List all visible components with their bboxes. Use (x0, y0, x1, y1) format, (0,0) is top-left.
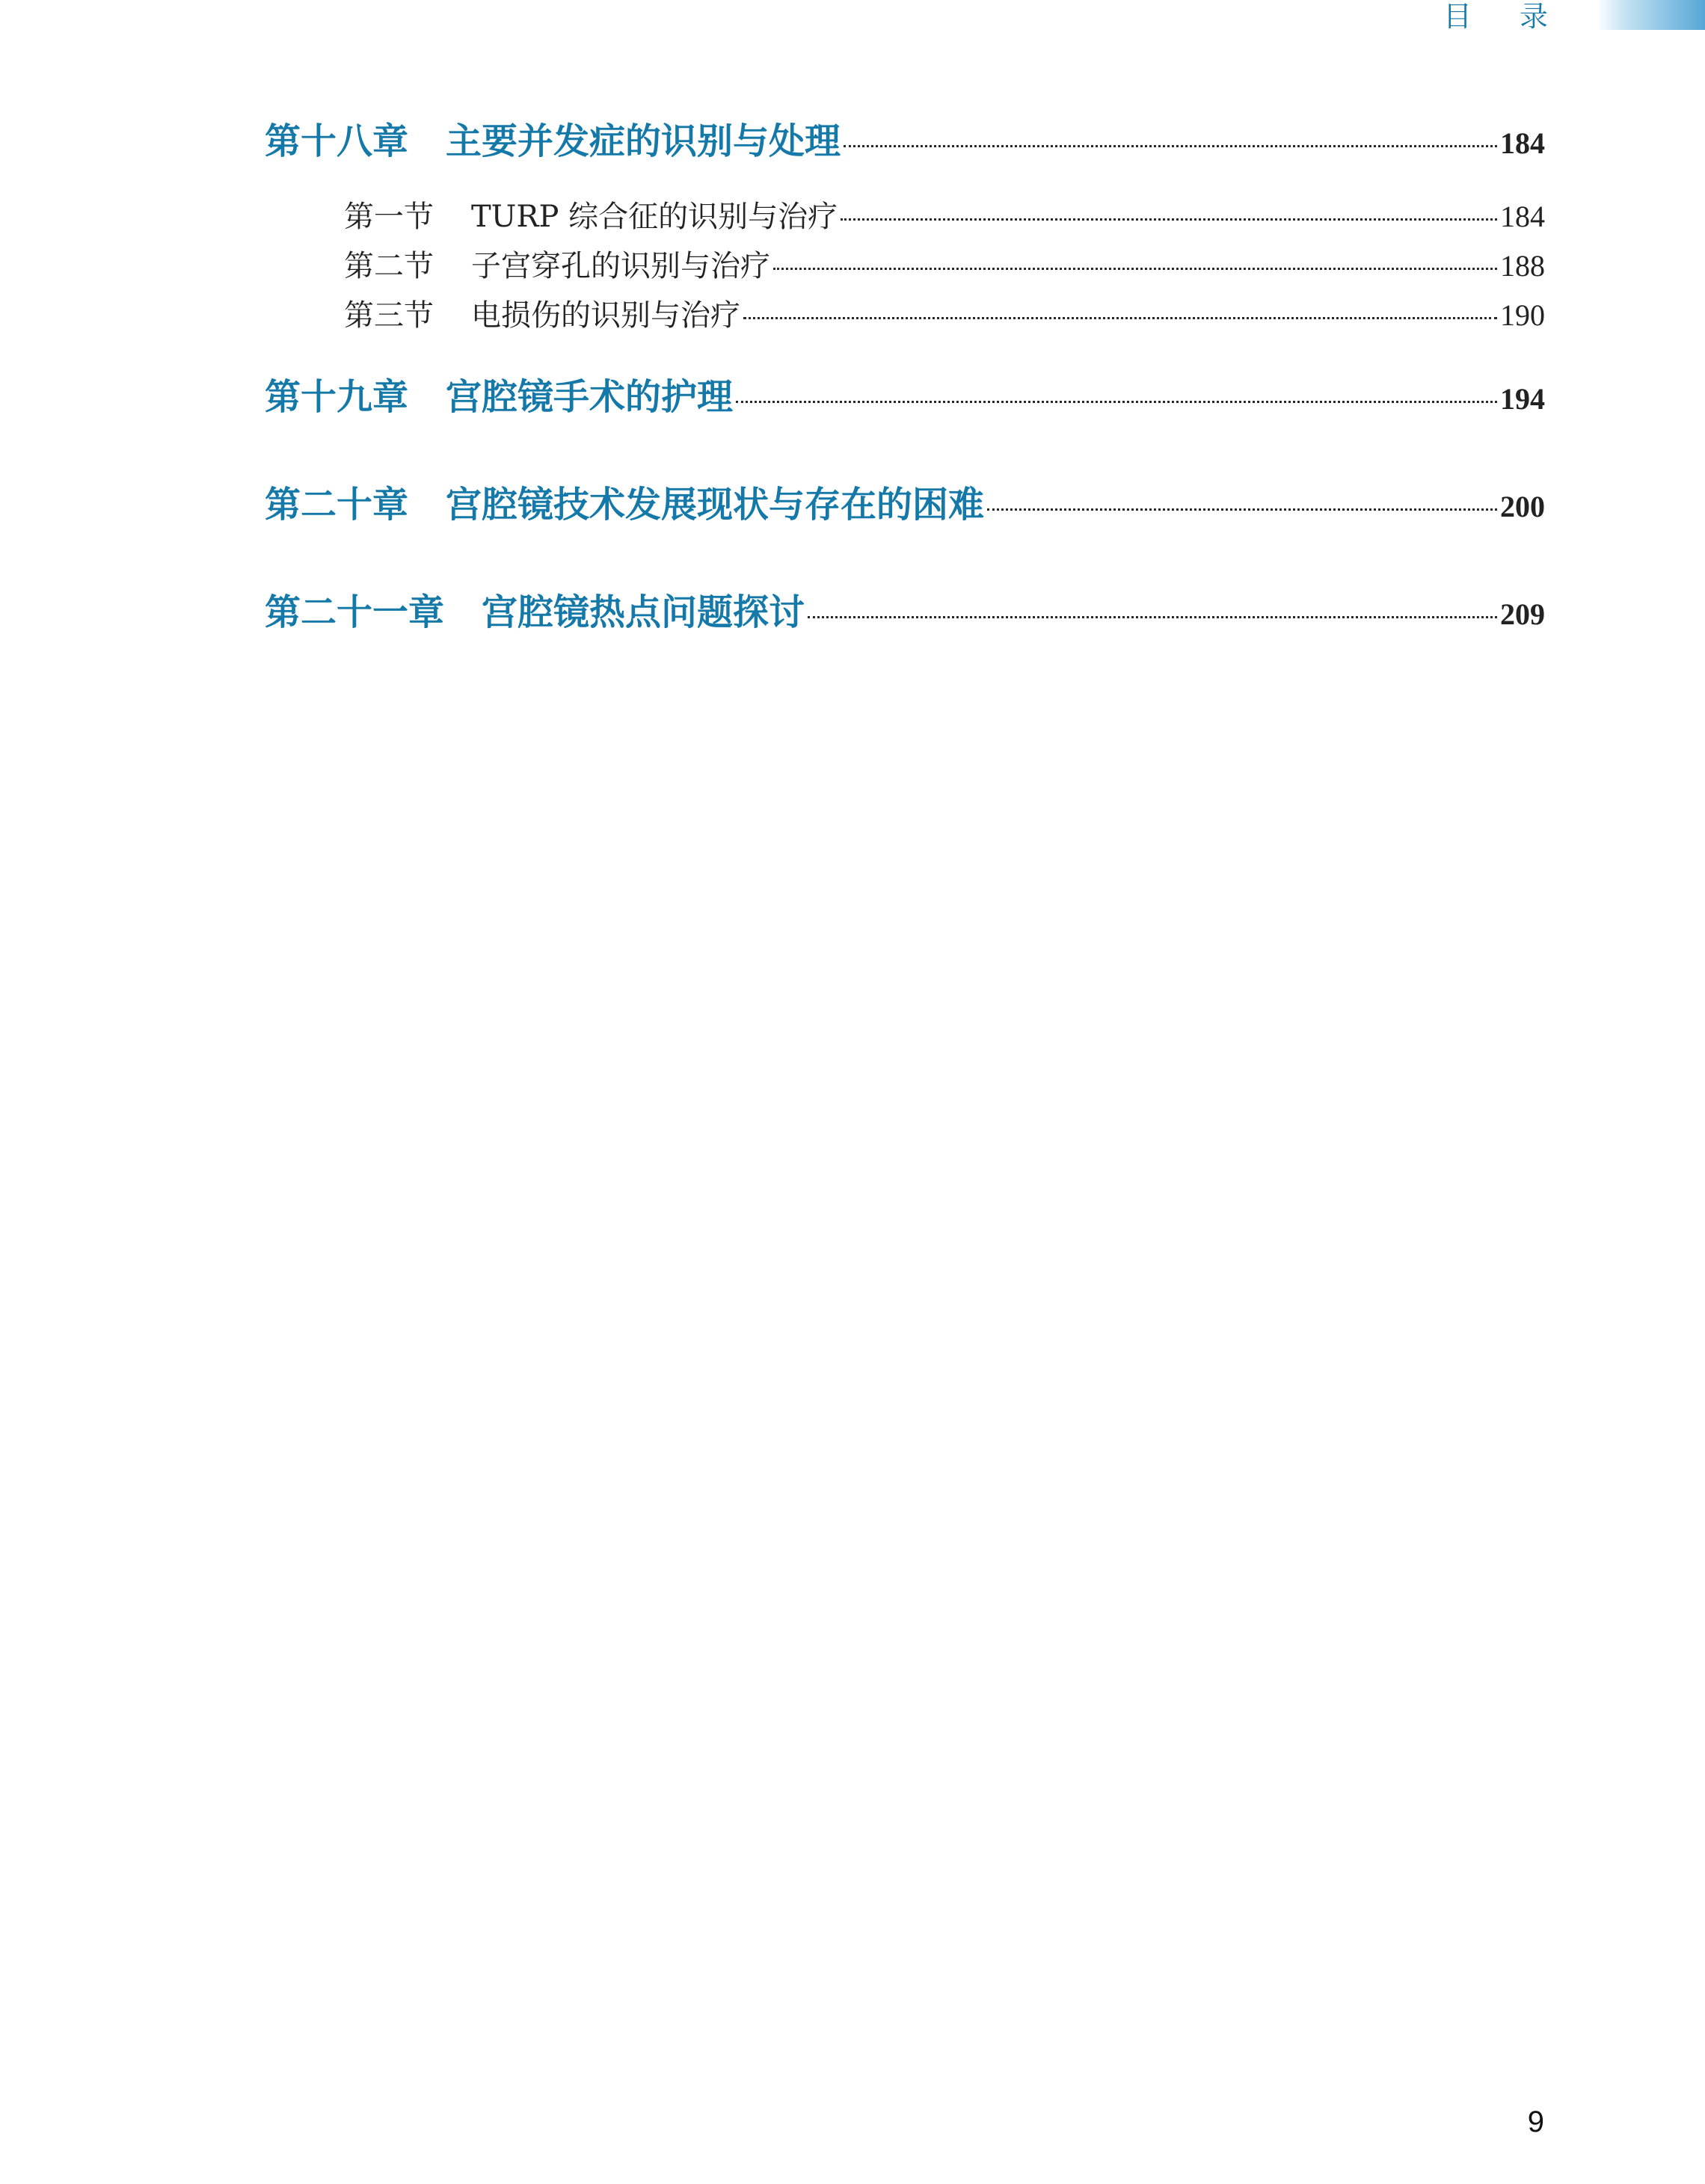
section-number: 第三节 (344, 298, 434, 333)
section-page-number: 184 (1500, 200, 1545, 233)
toc-chapter-19[interactable] (265, 368, 1545, 422)
chapter-number: 第二十章 (265, 484, 409, 526)
running-header (1443, 0, 1548, 33)
section-number: 第一节 (344, 200, 434, 234)
toc-chapter-21[interactable] (265, 583, 1545, 637)
chapter-number: 第十九章 (265, 376, 409, 418)
section-title: TURP 综合征的识别与治疗 (471, 200, 838, 234)
chapter-title: 主要并发症的识别与处理 (446, 120, 841, 162)
header-color-tab (1597, 0, 1705, 30)
running-header-char-2: 录 (1519, 0, 1548, 33)
chapter-number: 第二十一章 (265, 591, 445, 633)
chapter-page-number: 194 (1500, 382, 1545, 416)
section-page-number: 190 (1500, 298, 1545, 332)
chapter-page-number: 200 (1500, 490, 1545, 523)
section-title: 电损伤的识别与治疗 (471, 298, 740, 333)
section-title: 子宫穿孔的识别与治疗 (471, 249, 770, 283)
page-number: 9 (1527, 2105, 1544, 2138)
section-number: 第二节 (344, 249, 434, 283)
chapter-number: 第十八章 (265, 120, 409, 162)
dot-leader (987, 508, 1497, 511)
running-header-char-1: 目 (1443, 0, 1472, 33)
dot-leader (844, 145, 1497, 147)
dot-leader (736, 401, 1497, 403)
dot-leader (808, 616, 1497, 618)
chapter-title: 宫腔镜手术的护理 (446, 376, 734, 418)
chapter-page-number: 184 (1500, 126, 1545, 160)
dot-leader (841, 218, 1497, 221)
section-page-number: 188 (1500, 249, 1545, 283)
toc-section-18-2[interactable] (265, 242, 1545, 292)
dot-leader (743, 317, 1497, 319)
dot-leader (773, 268, 1497, 270)
toc-section-18-1[interactable] (265, 193, 1545, 242)
chapter-page-number: 209 (1500, 597, 1545, 631)
toc-section-18-3[interactable] (265, 292, 1545, 341)
table-of-contents (265, 112, 1545, 637)
toc-chapter-20[interactable] (265, 476, 1545, 529)
chapter-title: 宫腔镜技术发展现状与存在的困难 (446, 484, 985, 526)
toc-chapter-18[interactable] (265, 112, 1545, 166)
chapter-title: 宫腔镜热点问题探讨 (482, 591, 805, 633)
